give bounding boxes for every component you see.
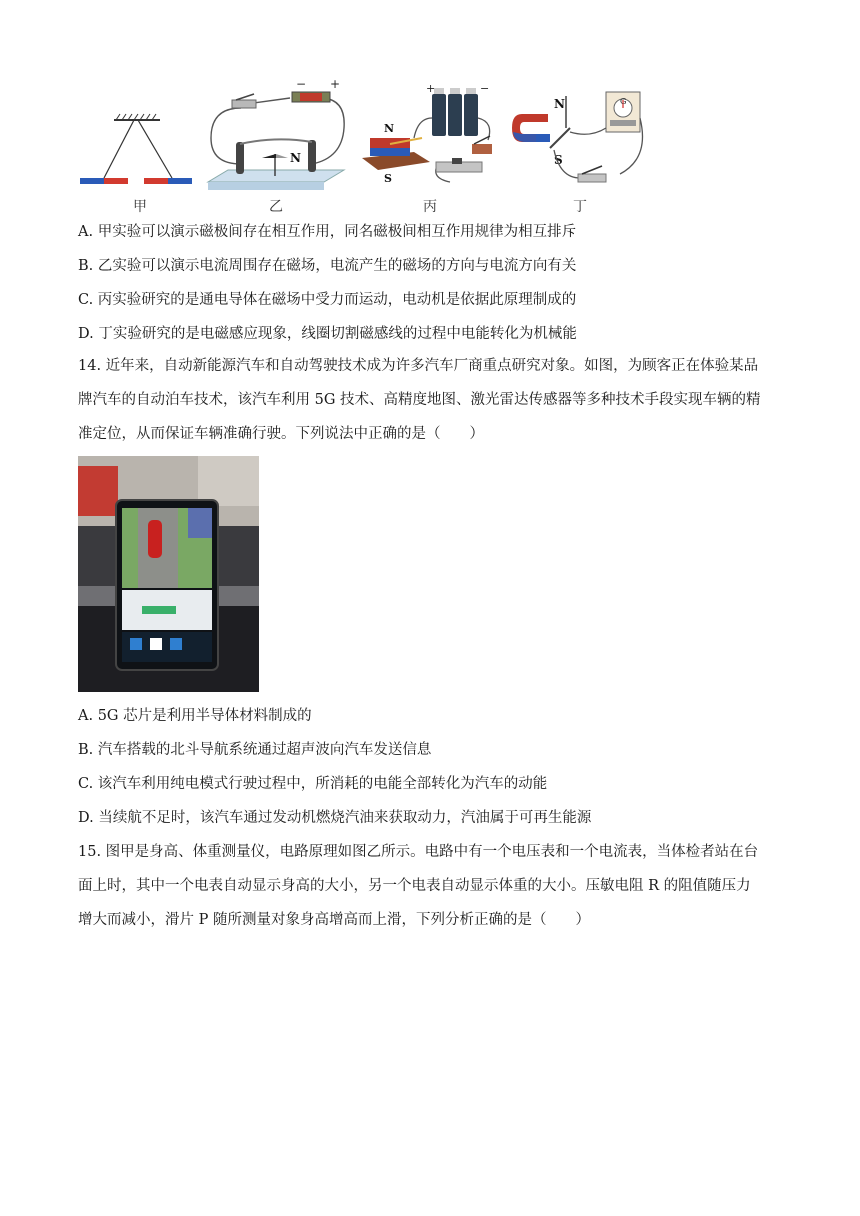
q13-option-a: A. 甲实验可以演示磁极间存在相互作用，同名磁极间相互作用规律为相互排斥	[78, 224, 577, 240]
experiment-figures	[76, 78, 656, 218]
q14-option-c: C. 该汽车利用纯电模式行驶过程中，所消耗的电能全部转化为汽车的动能	[78, 776, 548, 792]
q14-option-d: D. 当续航不足时，该汽车通过发动机燃烧汽油来获取动力，汽油属于可再生能源	[78, 810, 592, 826]
car-display-image	[78, 456, 259, 692]
figure-label-jia: 甲	[133, 199, 147, 215]
oersted-experiment-diagram	[206, 78, 346, 196]
magnet-n-label-d: N	[554, 97, 565, 111]
figure-label-ding: 丁	[573, 199, 587, 215]
galvanometer-label: G	[620, 97, 627, 106]
figure-bing	[360, 78, 500, 215]
q14-option-b: B. 汽车搭载的北斗导航系统通过超声波向汽车发送信息	[78, 742, 432, 758]
q14-option-a: A. 5G 芯片是利用半导体材料制成的	[78, 708, 312, 724]
battery-plus-label: +	[330, 78, 341, 91]
figure-label-yi: 乙	[269, 199, 283, 215]
magnet-n-label-c: N	[384, 122, 395, 135]
figure-label-bing: 丙	[423, 199, 437, 215]
q15-stem-line-3: 增大而减小，滑片 P 随所测量对象身高增高而上滑，下列分析正确的是（ ）	[78, 912, 590, 928]
q14-stem-line-2: 牌汽车的自动泊车技术，该汽车利用 5G 技术、高精度地图、激光雷达传感器等多种技术手段实现车辆的精	[78, 392, 761, 408]
q15-stem-line-1: 15. 图甲是身高、体重测量仪，电路原理如图乙所示。电路中有一个电压表和一个电流表，当体检者站在台	[78, 844, 759, 860]
suspended-magnets-diagram	[76, 78, 204, 196]
figure-yi	[206, 78, 346, 215]
figure-ding	[510, 78, 650, 215]
q14-stem-line-3: 准定位，从而保证车辆准确行驶。下列说法中正确的是（ ）	[78, 426, 484, 442]
motor-principle-diagram	[360, 78, 500, 196]
q14-stem-line-1: 14. 近年来，自动新能源汽车和自动驾驶技术成为许多汽车厂商重点研究对象。如图，为顾客正在体验某品	[78, 358, 759, 374]
battery-minus-label: −	[296, 78, 307, 91]
compass-n-label: N	[290, 151, 301, 165]
induction-experiment-diagram	[510, 78, 650, 196]
battery-minus-label-c: −	[480, 82, 490, 95]
q13-option-c: C. 丙实验研究的是通电导体在磁场中受力而运动，电动机是依据此原理制成的	[78, 292, 577, 308]
battery-plus-label-c: +	[426, 82, 436, 95]
q13-option-b: B. 乙实验可以演示电流周围存在磁场，电流产生的磁场的方向与电流方向有关	[78, 258, 577, 274]
auto-parking-photo	[78, 456, 259, 692]
q13-option-d: D. 丁实验研究的是电磁感应现象，线圈切割磁感线的过程中电能转化为机械能	[78, 326, 577, 342]
q15-stem-line-2: 面上时，其中一个电表自动显示身高的大小，另一个电表自动显示体重的大小。压敏电阻 R 的阻值随压力	[78, 878, 751, 894]
magnet-s-label-c: S	[384, 172, 392, 185]
figure-jia	[76, 78, 204, 215]
magnet-s-label-d: S	[554, 153, 563, 167]
